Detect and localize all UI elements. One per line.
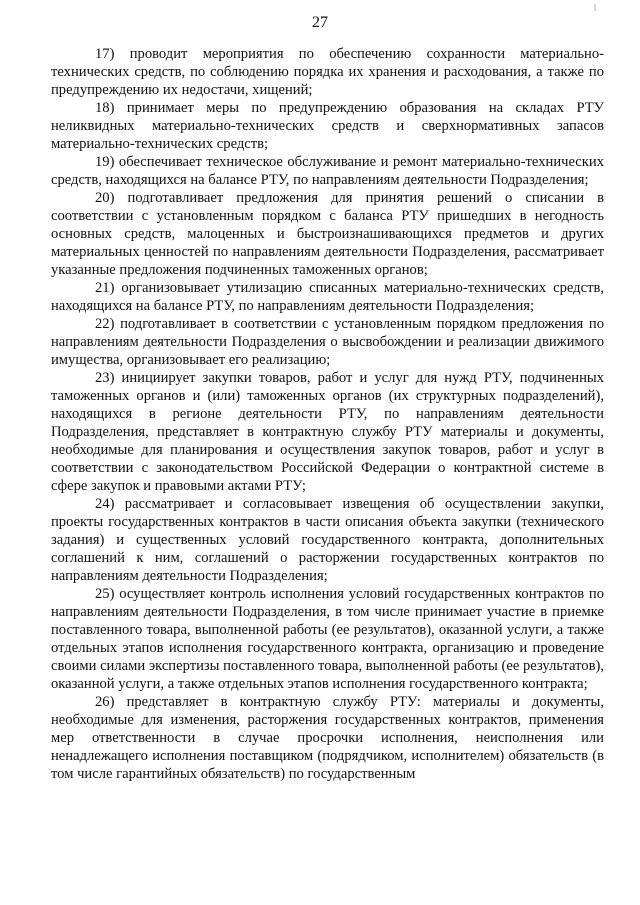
paragraph-17: 17) проводит мероприятия по обеспечению сохранности материально-технических средств, по соблюдению порядка их хранения и расходования, а также по предупреждению их недостачи, хищений;	[51, 46, 604, 98]
paragraph-22: 22) подготавливает в соответствии с установленным порядком предложения по направлениям деятельности Подразделения о высвобождении и реализации движимого имущества, организовывает его реализацию;	[51, 316, 604, 368]
paragraph-20: 20) подготавливает предложения для принятия решений о списании в соответствии с установленным порядком с баланса РТУ пришедших в негодность основных средств, малоценных и быстроизнашивающихся предметов и других материальных ценностей по направлениям деятельности Подразделения, рассматривает указанные предложения подчиненных таможенных органов;	[51, 190, 604, 278]
paragraph-23: 23) инициирует закупки товаров, работ и услуг для нужд РТУ, подчиненных таможенных органов и (или) таможенных органов (их структурных подразделений), находящихся в регионе деятельности РТУ, по направлениям деятельности Подразделения, представляет в контрактную службу РТУ материалы и документы, необходимые для планирования и осуществления закупок товаров, работ и услуг в соответствии с законодательством Российской Федерации о контрактной системе в сфере закупок и правовыми актами РТУ;	[51, 370, 604, 494]
paragraph-19: 19) обеспечивает техническое обслуживание и ремонт материально-технических средств, находящихся на балансе РТУ, по направлениям деятельности Подразделения;	[51, 154, 604, 188]
paragraph-24: 24) рассматривает и согласовывает извещения об осуществлении закупки, проекты государственных контрактов в части описания объекта закупки (технического задания) и существенных условий государственного контракта, дополнительных соглашений к ним, соглашений о расторжении государственных контрактов по направлениям деятельности Подразделения;	[51, 496, 604, 584]
page-number: 27	[312, 14, 328, 31]
paragraph-18: 18) принимает меры по предупреждению образования на складах РТУ неликвидных материально-технических средств и сверхнормативных запасов материально-технических средств;	[51, 100, 604, 152]
paragraph-25: 25) осуществляет контроль исполнения условий государственных контрактов по направлениям деятельности Подразделения, в том числе принимает участие в приемке поставленного товара, выполненной работы (ее результатов), оказанной услуги, а также отдельных этапов исполнения государственного контракта, организацию и проведение своими силами экспертизы поставленного товара, выполненной работы (ее результатов), оказанной услуги, а также отдельных этапов исполнения государственного контракта;	[51, 586, 604, 692]
document-body	[51, 45, 604, 783]
paragraph-21: 21) организовывает утилизацию списанных материально-технических средств, находящихся на балансе РТУ, по направлениям деятельности Подразделения;	[51, 280, 604, 314]
corner-mark: ǀ	[594, 3, 597, 14]
paragraph-26: 26) представляет в контрактную службу РТУ: материалы и документы, необходимые для изменения, расторжения государственных контрактов, применения мер ответственности в случае просрочки исполнения, неисполнения или ненадлежащего исполнения поставщиком (подрядчиком, исполнителем) обязательств (в том числе гарантийных обязательств) по государственным	[51, 694, 604, 782]
